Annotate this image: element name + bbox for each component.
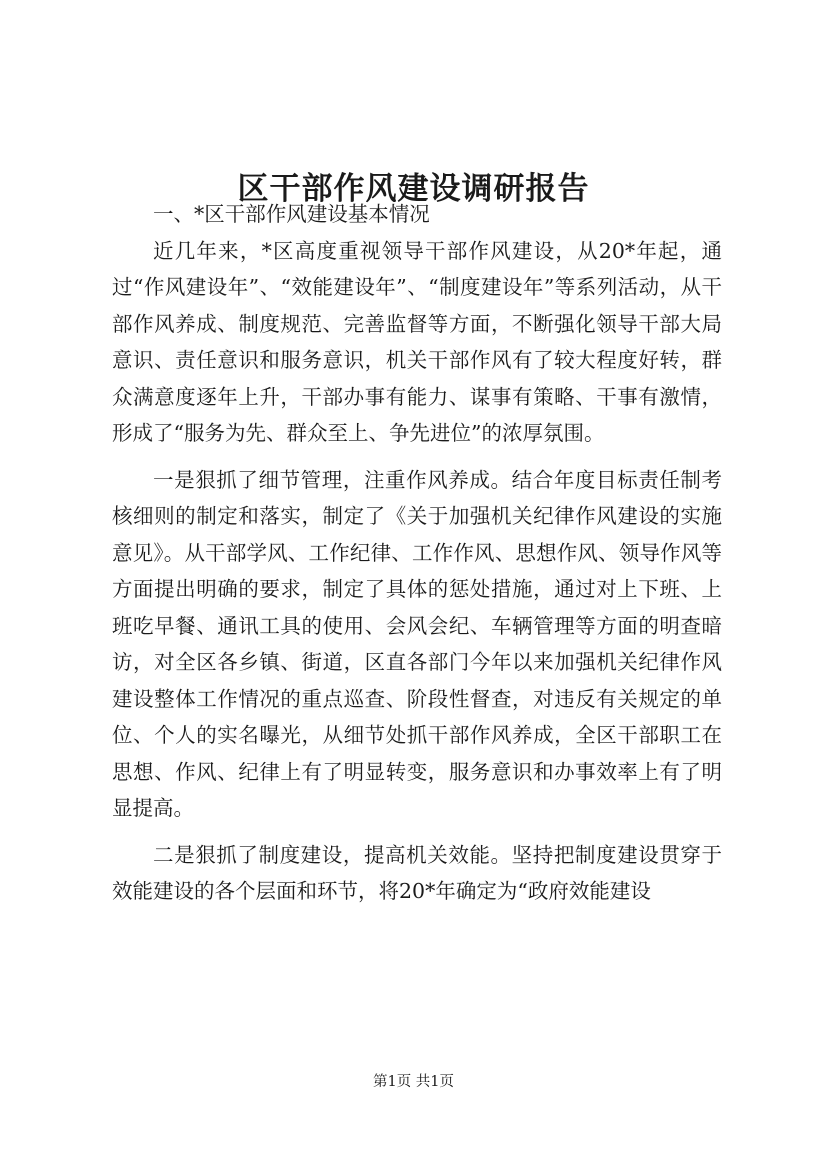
paragraph-overview: 近几年来，*区高度重视领导干部作风建设，从20*年起，通过“作风建设年”、“效能建设年”、“制度建设年”等系列活动，从干部作风养成、制度规范、完善监督等方面，不断强化领导干部大局意识、责任意识和服务意识，机关干部作风有了较大程度好转，群众满意度逐年上升，干部办事有能力、谋事有策略、干事有激情，形成了“服务为先、群众至上、争先进位”的浓厚氛围。 (112, 238, 722, 445)
document-title: 区干部作风建设调研报告 (237, 170, 590, 207)
section-heading: 一、*区干部作风建设基本情况 (153, 202, 430, 226)
paragraph-system-building: 二是狠抓了制度建设，提高机关效能。坚持把制度建设贯穿于效能建设的各个层面和环节，将20*年确定为“政府效能建设 (112, 842, 722, 903)
document-body (112, 196, 722, 910)
page-number-footer: 第1页 共1页 (372, 1074, 455, 1090)
paragraph-detail-management: 一是狠抓了细节管理，注重作风养成。结合年度目标责任制考核细则的制定和落实，制定了《关于加强机关纪律作风建设的实施意见》。从干部学风、工作纪律、工作作风、思想作风、领导作风等方面提出明确的要求，制定了具体的惩处措施，通过对上下班、上班吃早餐、通讯工具的使用、会风会纪、车辆管理等方面的明查暗访，对全区各乡镇、街道，区直各部门今年以来加强机关纪律作风建设整体工作情况的重点巡查、阶段性督查，对违反有关规定的单位、个人的实名曝光，从细节处抓干部作风养成，全区干部职工在思想、作风、纪律上有了明显转变，服务意识和办事效率上有了明显提高。 (112, 467, 722, 820)
